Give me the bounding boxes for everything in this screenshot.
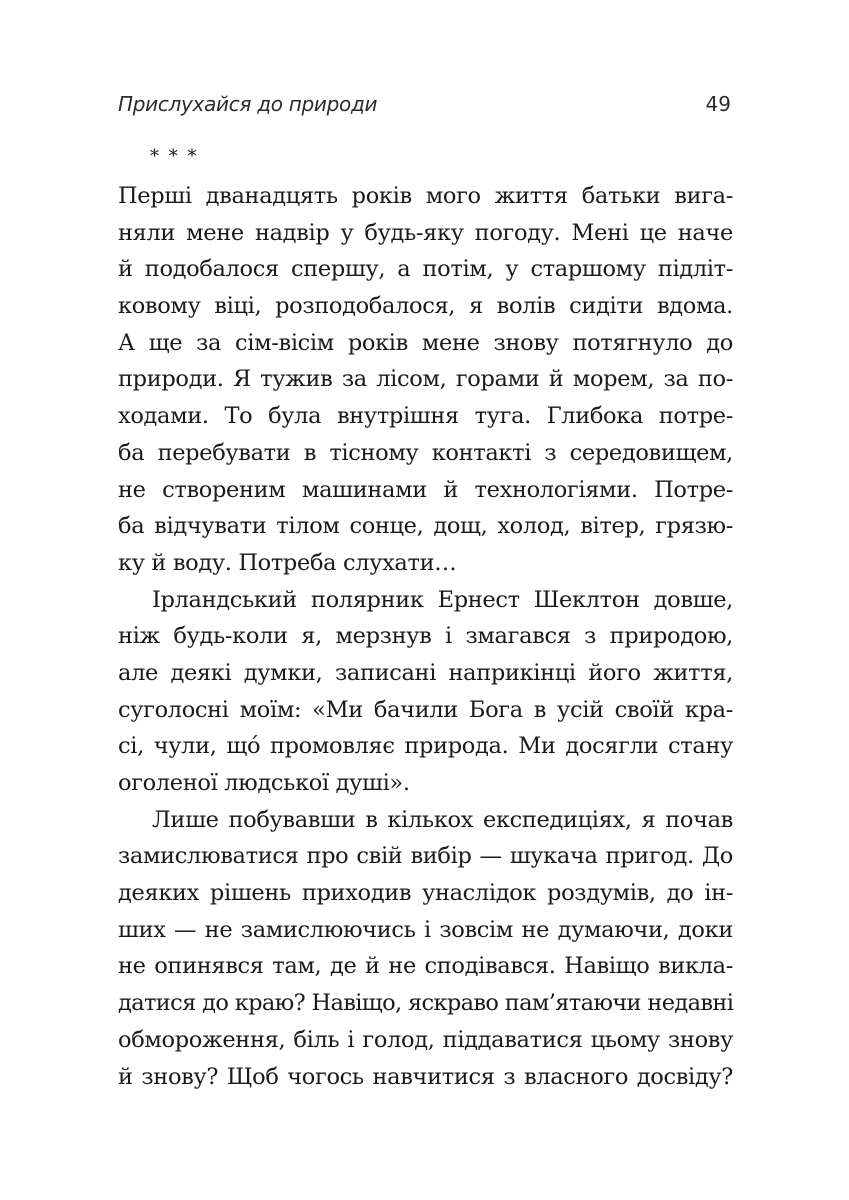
text-line: ходами. То була внутрішня туга. Глибока потре-	[118, 403, 733, 430]
section-separator: * * *	[150, 146, 199, 167]
text-line: суголосні моїм: «Ми бачили Бога в усій своїй кра-	[118, 696, 733, 723]
text-line: деяких рішень приходив унаслідок роздумів, до ін-	[118, 880, 733, 907]
text-line: ших — не замислюючись і зовсім не думаючи, доки	[118, 916, 733, 943]
text-line: замислюватися про свій вибір — шукача пригод. До	[118, 843, 733, 870]
text-line: Ірландський полярник Ернест Шеклтон довше,	[152, 586, 733, 613]
text-line: ковому віці, розподобалося, я волів сидіти вдома.	[118, 293, 733, 320]
text-line: ку й воду. Потреба слухати…	[118, 549, 457, 576]
text-line: няли мене надвір у будь-яку погоду. Мені це наче	[118, 219, 733, 246]
text-line: ба відчувати тілом сонце, дощ, холод, вітер, грязю-	[118, 513, 733, 540]
text-line: ба перебувати в тісному контакті з середовищем,	[118, 439, 733, 466]
paragraph-3	[118, 802, 733, 1096]
text-line: сі, чули, щó промовляє природа. Ми досягли стану	[118, 733, 733, 760]
paragraph-1	[118, 178, 733, 582]
text-line: ніж будь-коли я, мерзнув і змагався з природою,	[118, 623, 733, 650]
text-line: А ще за сім-вісім років мене знову потягнуло до	[118, 329, 733, 356]
text-line: датися до краю? Навіщо, яскраво пам’ятаючи недавні	[118, 990, 734, 1017]
text-line: але деякі думки, записані наприкінці його життя,	[118, 659, 733, 686]
running-head-title: Прислухайся до природи	[118, 92, 378, 116]
text-line: Перші дванадцять років мого життя батьки вига-	[118, 183, 733, 209]
text-line: Лише побувавши в кількох експедиціях, я почав	[152, 806, 733, 833]
body-text	[118, 178, 733, 1095]
text-line: природи. Я тужив за лісом, горами й морем, за по-	[118, 366, 733, 393]
text-line: оголеної людської душі».	[118, 770, 410, 796]
page-number: 49	[705, 92, 731, 116]
paragraph-2	[118, 582, 733, 802]
text-line: й подобалося спершу, а потім, у старшому підліт-	[118, 256, 733, 283]
text-line: не створеним машинами й технологіями. Потре-	[118, 476, 733, 503]
text-line: не опинявся там, де й не сподівався. Навіщо викла-	[118, 953, 733, 980]
text-line: й знову? Щоб чогось навчитися з власного досвіду?	[118, 1063, 733, 1090]
text-line: обмороження, біль і голод, піддаватися цьому знову	[118, 1026, 733, 1053]
